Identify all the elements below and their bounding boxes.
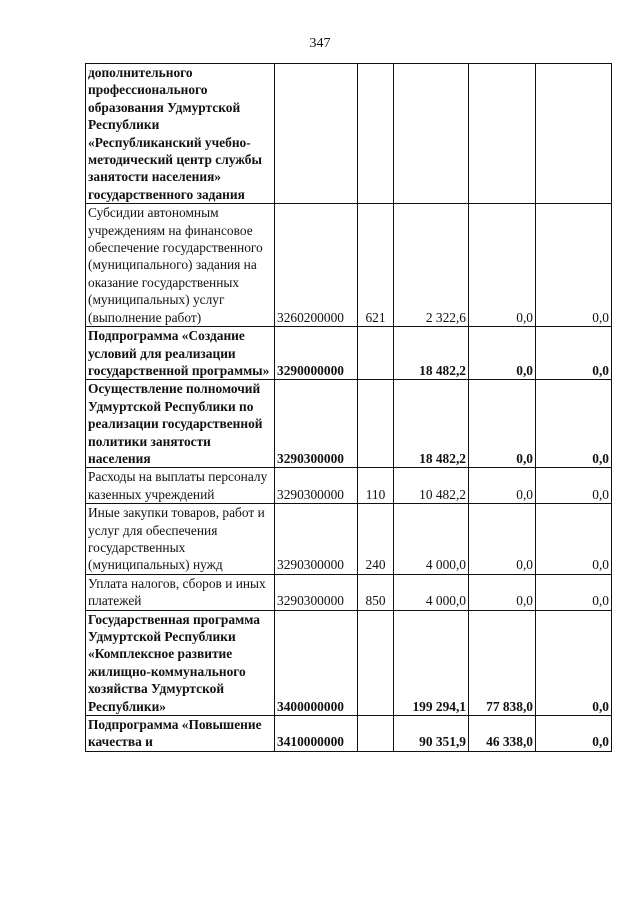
row-name-cell: Государственная программа Удмуртской Республики «Комплексное развитие жилищно-коммунального хозяйства Удмуртской Республики»: [86, 610, 275, 715]
amount-cell: 0,0: [536, 468, 612, 504]
page-number: 347: [309, 36, 331, 51]
row-name-cell: Иные закупки товаров, работ и услуг для обеспечения государственных (муниципальных) нужд: [86, 504, 275, 575]
target-article-code-cell: 3290000000: [275, 327, 358, 380]
amount-cell: 90 351,9: [394, 716, 469, 752]
target-article-code-cell: 3410000000: [275, 716, 358, 752]
expense-type-cell: 110: [358, 468, 394, 504]
row-name-cell: Подпрограмма «Создание условий для реализации государственной программы»: [86, 327, 275, 380]
amount-cell: 0,0: [469, 468, 536, 504]
table-row: [86, 610, 612, 715]
expense-type-cell: [358, 327, 394, 380]
amount-cell: 0,0: [536, 380, 612, 468]
amount-cell: 18 482,2: [394, 380, 469, 468]
table-row: [86, 574, 612, 610]
target-article-code-cell: 3400000000: [275, 610, 358, 715]
table-row: [86, 380, 612, 468]
row-name-cell: Подпрограмма «Повышение качества и: [86, 716, 275, 752]
expense-type-cell: 850: [358, 574, 394, 610]
row-name-cell: Субсидии автономным учреждениям на финансовое обеспечение государственного (муниципального) задания на оказание государственных (муниципальных) услуг (выполнение работ): [86, 204, 275, 327]
amount-cell: 4 000,0: [394, 504, 469, 575]
amount-cell: 0,0: [536, 574, 612, 610]
amount-cell: [394, 64, 469, 204]
amount-cell: 4 000,0: [394, 574, 469, 610]
amount-cell: 0,0: [469, 380, 536, 468]
amount-cell: 199 294,1: [394, 610, 469, 715]
target-article-code-cell: 3290300000: [275, 468, 358, 504]
amount-cell: 0,0: [469, 327, 536, 380]
target-article-code-cell: 3290300000: [275, 574, 358, 610]
amount-cell: 0,0: [469, 574, 536, 610]
expense-type-cell: [358, 716, 394, 752]
amount-cell: 2 322,6: [394, 204, 469, 327]
table-row: [86, 204, 612, 327]
target-article-code-cell: 3290300000: [275, 504, 358, 575]
amount-cell: [469, 64, 536, 204]
amount-cell: 18 482,2: [394, 327, 469, 380]
target-article-code-cell: 3290300000: [275, 380, 358, 468]
amount-cell: 0,0: [536, 504, 612, 575]
expense-type-cell: [358, 610, 394, 715]
table-row: [86, 64, 612, 204]
amount-cell: 0,0: [536, 610, 612, 715]
table-row: [86, 327, 612, 380]
amount-cell: 10 482,2: [394, 468, 469, 504]
amount-cell: 77 838,0: [469, 610, 536, 715]
amount-cell: 0,0: [536, 327, 612, 380]
expense-type-cell: 621: [358, 204, 394, 327]
amount-cell: 0,0: [469, 504, 536, 575]
expense-type-cell: [358, 380, 394, 468]
row-name-cell: дополнительного профессионального образования Удмуртской Республики «Республиканский учебно-методический центр службы занятости населения» государственного задания: [86, 64, 275, 204]
target-article-code-cell: 3260200000: [275, 204, 358, 327]
table-row: [86, 716, 612, 752]
table-row: [86, 504, 612, 575]
expense-type-cell: 240: [358, 504, 394, 575]
amount-cell: 0,0: [536, 716, 612, 752]
amount-cell: 0,0: [536, 204, 612, 327]
table-row: [86, 468, 612, 504]
expense-type-cell: [358, 64, 394, 204]
target-article-code-cell: [275, 64, 358, 204]
budget-table: [85, 63, 612, 752]
amount-cell: 0,0: [469, 204, 536, 327]
row-name-cell: Осуществление полномочий Удмуртской Республики по реализации государственной политики занятости населения: [86, 380, 275, 468]
amount-cell: [536, 64, 612, 204]
row-name-cell: Расходы на выплаты персоналу казенных учреждений: [86, 468, 275, 504]
row-name-cell: Уплата налогов, сборов и иных платежей: [86, 574, 275, 610]
amount-cell: 46 338,0: [469, 716, 536, 752]
